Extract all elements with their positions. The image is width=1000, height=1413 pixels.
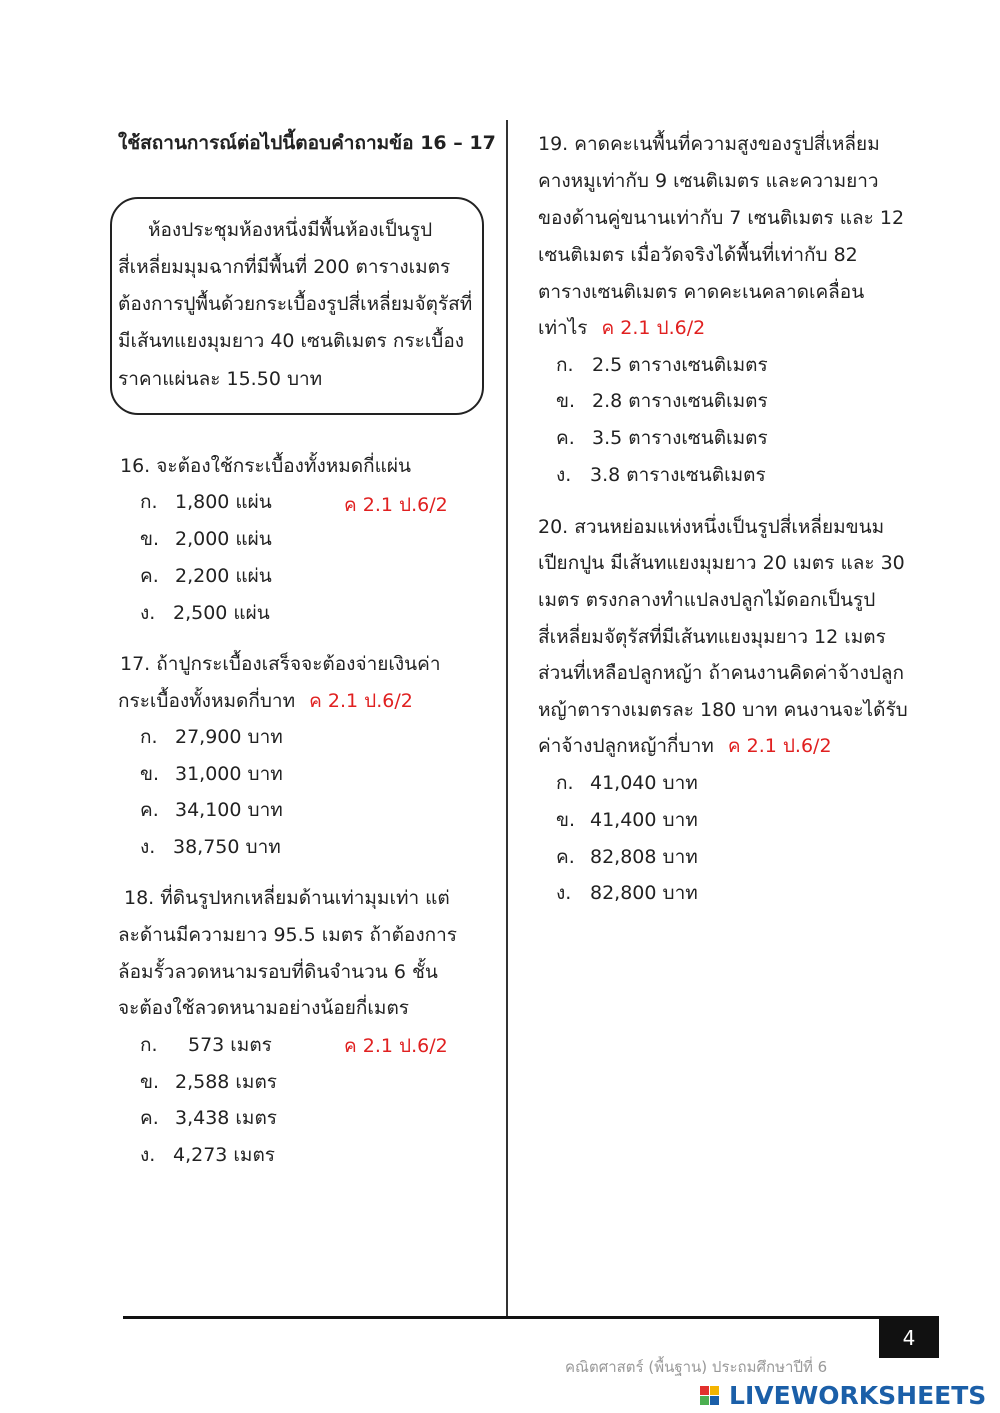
indicator-code: ค 2.1 ป.6/2 bbox=[601, 317, 706, 339]
column-divider bbox=[506, 120, 508, 1318]
choice-label: ก. bbox=[556, 772, 574, 794]
choice-value[interactable]: 82,808 บาท bbox=[590, 846, 698, 868]
question-19-stem: ของด้านคู่ขนานเท่ากับ 7 เซนติเมตร และ 12 bbox=[538, 207, 905, 229]
footer-subject: คณิตศาสตร์ (พื้นฐาน) ประถมศึกษาปีที่ 6 bbox=[565, 1358, 828, 1376]
logo-text: LIVEWORKSHEETS bbox=[729, 1381, 987, 1410]
choice-value[interactable]: 2,588 เมตร bbox=[175, 1071, 277, 1093]
question-20-stem: หญ้าตารางเมตรละ 180 บาท คนงานจะได้รับ bbox=[538, 699, 908, 721]
choice-value[interactable]: 573 เมตร bbox=[188, 1034, 272, 1056]
scenario-line: ห้องประชุมห้องหนึ่งมีพื้นห้องเป็นรูป bbox=[148, 219, 433, 241]
scenario-line: ต้องการปูพื้นด้วยกระเบื้องรูปสี่เหลี่ยมจัตุรัสที่ bbox=[118, 293, 473, 315]
choice-value[interactable]: 4,273 เมตร bbox=[173, 1144, 275, 1166]
question-19-stem: ตารางเซนติเมตร คาดคะเนคลาดเคลื่อน bbox=[538, 281, 865, 303]
choice-value[interactable]: 41,040 บาท bbox=[590, 772, 698, 794]
logo-blocks-icon bbox=[700, 1386, 720, 1406]
choice-label: ก. bbox=[140, 1034, 158, 1056]
choice-label: ก. bbox=[140, 491, 158, 513]
choice-label: ง. bbox=[140, 602, 156, 624]
question-20-stem: เปียกปูน มีเส้นทแยงมุมยาว 20 เมตร และ 30 bbox=[538, 552, 905, 574]
choice-label: ง. bbox=[140, 1144, 156, 1166]
choice-value[interactable]: 2,000 แผ่น bbox=[175, 528, 272, 550]
choice-value[interactable]: 3.8 ตารางเซนติเมตร bbox=[590, 464, 766, 486]
choice-value[interactable]: 2,500 แผ่น bbox=[173, 602, 270, 624]
question-17-stem bbox=[118, 686, 413, 716]
choice-value[interactable]: 31,000 บาท bbox=[175, 763, 283, 785]
question-18-stem: จะต้องใช้ลวดหนามอย่างน้อยกี่เมตร bbox=[118, 997, 409, 1019]
indicator-code: ค 2.1 ป.6/2 bbox=[344, 494, 448, 516]
choice-value[interactable]: 3.5 ตารางเซนติเมตร bbox=[592, 427, 768, 449]
question-20-stem: 20. สวนหย่อมแห่งหนึ่งเป็นรูปสี่เหลี่ยมขนม bbox=[538, 516, 885, 538]
stem-text: กระเบื้องทั้งหมดกี่บาท bbox=[118, 690, 296, 712]
choice-label: ง. bbox=[556, 464, 572, 486]
choice-value[interactable]: 38,750 บาท bbox=[173, 836, 281, 858]
choice-value[interactable]: 82,800 บาท bbox=[590, 882, 698, 904]
question-18-stem: ละด้านมีความยาว 95.5 เมตร ถ้าต้องการ bbox=[118, 924, 457, 946]
choice-label: ก. bbox=[140, 726, 158, 748]
choice-label: ข. bbox=[556, 390, 576, 412]
choice-value[interactable]: 41,400 บาท bbox=[590, 809, 698, 831]
choice-value[interactable]: 2.8 ตารางเซนติเมตร bbox=[592, 390, 768, 412]
indicator-code: ค 2.1 ป.6/2 bbox=[309, 690, 413, 712]
footer-rule bbox=[123, 1316, 939, 1319]
liveworksheets-logo bbox=[700, 1381, 986, 1410]
scenario-line: ราคาแผ่นละ 15.50 บาท bbox=[118, 368, 323, 390]
question-18-stem: 18. ที่ดินรูปหกเหลี่ยมด้านเท่ามุมเท่า แต่ bbox=[124, 887, 450, 909]
indicator-code: ค 2.1 ป.6/2 bbox=[344, 1035, 448, 1057]
section-heading: ใช้สถานการณ์ต่อไปนี้ตอบคำถามข้อ 16 – 17 bbox=[118, 132, 496, 154]
stem-text: ค่าจ้างปลูกหญ้ากี่บาท bbox=[538, 735, 714, 757]
choice-value[interactable]: 2.5 ตารางเซนติเมตร bbox=[592, 354, 768, 376]
choice-label: ง. bbox=[556, 882, 572, 904]
choice-label: ค. bbox=[556, 427, 575, 449]
stem-text: เท่าไร bbox=[538, 317, 588, 339]
choice-label: ค. bbox=[556, 846, 575, 868]
choice-label: ง. bbox=[140, 836, 156, 858]
scenario-line: สี่เหลี่ยมมุมฉากที่มีพื้นที่ 200 ตารางเมตร bbox=[118, 256, 451, 278]
choice-label: ค. bbox=[140, 1107, 159, 1129]
choice-value[interactable]: 1,800 แผ่น bbox=[175, 491, 272, 513]
choice-label: ค. bbox=[140, 799, 159, 821]
choice-value[interactable]: 2,200 แผ่น bbox=[175, 565, 272, 587]
question-19-stem: 19. คาดคะเนพื้นที่ความสูงของรูปสี่เหลี่ยม bbox=[538, 133, 880, 155]
question-20-stem: สี่เหลี่ยมจัตุรัสที่มีเส้นทแยงมุมยาว 12 เมตร bbox=[538, 626, 886, 648]
choice-label: ข. bbox=[140, 528, 160, 550]
choice-label: ข. bbox=[140, 763, 160, 785]
choice-value[interactable]: 3,438 เมตร bbox=[175, 1107, 277, 1129]
question-20-stem: ส่วนที่เหลือปลูกหญ้า ถ้าคนงานคิดค่าจ้างปลูก bbox=[538, 662, 905, 684]
question-19-stem: เซนติเมตร เมื่อวัดจริงได้พื้นที่เท่ากับ 82 bbox=[538, 244, 858, 266]
choice-label: ค. bbox=[140, 565, 159, 587]
indicator-code: ค 2.1 ป.6/2 bbox=[727, 735, 832, 757]
choice-label: ข. bbox=[556, 809, 576, 831]
question-20-stem: เมตร ตรงกลางทำแปลงปลูกไม้ดอกเป็นรูป bbox=[538, 589, 876, 611]
choice-label: ก. bbox=[556, 354, 574, 376]
choice-label: ข. bbox=[140, 1071, 160, 1093]
question-18-stem: ล้อมรั้วลวดหนามรอบที่ดินจำนวน 6 ชั้น bbox=[118, 961, 438, 983]
question-16-stem: 16. จะต้องใช้กระเบื้องทั้งหมดกี่แผ่น bbox=[120, 455, 412, 477]
choice-value[interactable]: 27,900 บาท bbox=[175, 726, 283, 748]
scenario-line: มีเส้นทแยงมุมยาว 40 เซนติเมตร กระเบื้อง bbox=[118, 330, 465, 352]
question-19-stem: คางหมูเท่ากับ 9 เซนติเมตร และความยาว bbox=[538, 170, 879, 192]
choice-value[interactable]: 34,100 บาท bbox=[175, 799, 283, 821]
question-20-stem bbox=[538, 731, 832, 761]
question-19-stem bbox=[538, 313, 705, 343]
question-17-stem: 17. ถ้าปูกระเบื้องเสร็จจะต้องจ่ายเงินค่า bbox=[120, 653, 441, 675]
page-number: 4 bbox=[879, 1318, 939, 1358]
